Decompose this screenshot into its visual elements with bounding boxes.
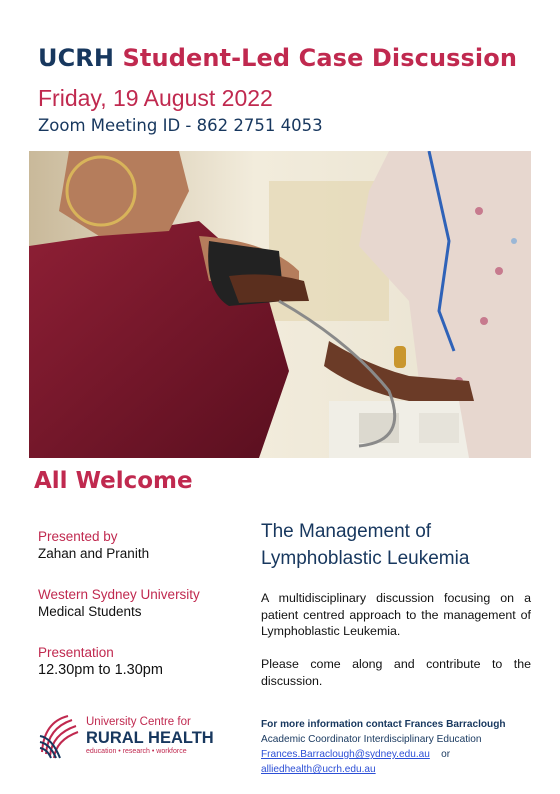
presentation-group	[38, 644, 238, 679]
presenters-names: Zahan and Pranith	[38, 546, 150, 561]
university-group	[38, 586, 238, 621]
title-org: UCRH	[38, 44, 115, 72]
description-paragraph: A multidisciplinary discussion focusing on a patient centred approach to the management of Lymphoblastic Leukemia.	[261, 591, 531, 638]
university-name: Western Sydney University	[38, 587, 200, 602]
contact-role: Academic Coordinator Interdisciplinary Education	[261, 734, 482, 745]
student-type: Medical Students	[38, 604, 142, 619]
contact-info	[261, 717, 541, 777]
talk-description	[261, 590, 531, 706]
presenters-group	[38, 528, 238, 563]
ucrh-logo	[38, 712, 218, 772]
email-link-alliedhealth[interactable]: alliedhealth@ucrh.edu.au	[261, 764, 376, 775]
talk-title	[261, 518, 541, 572]
all-welcome-heading: All Welcome	[34, 468, 193, 494]
zoom-meeting-id: Zoom Meeting ID - 862 2751 4053	[38, 116, 323, 135]
ucrh-emblem-icon	[38, 712, 82, 760]
logo-text	[86, 716, 214, 757]
logo-tagline: education • research • workforce	[86, 748, 187, 755]
event-details	[38, 528, 238, 702]
email-link-frances[interactable]: Frances.Barraclough@sydney.edu.au	[261, 749, 430, 760]
presentation-time: 12.30pm to 1.30pm	[38, 662, 163, 678]
invitation-paragraph: Please come along and contribute to the discussion.	[261, 657, 531, 688]
blood-pressure-check-photo	[29, 151, 531, 458]
or-text: or	[441, 749, 451, 760]
contact-email-line-2	[261, 762, 541, 777]
title-event: Student-Led Case Discussion	[122, 44, 518, 72]
event-date: Friday, 19 August 2022	[38, 85, 273, 111]
logo-line-2: RURAL HEALTH	[86, 729, 214, 747]
talk-title-line1: The Management of	[261, 521, 432, 542]
contact-heading: For more information contact Frances Barraclough	[261, 719, 506, 730]
presented-by-label: Presented by	[38, 529, 118, 544]
logo-line-1: University Centre for	[86, 716, 191, 728]
page-title	[38, 44, 517, 72]
presentation-label: Presentation	[38, 645, 114, 660]
talk-title-line2: Lymphoblastic Leukemia	[261, 548, 470, 569]
contact-email-line	[261, 747, 541, 762]
